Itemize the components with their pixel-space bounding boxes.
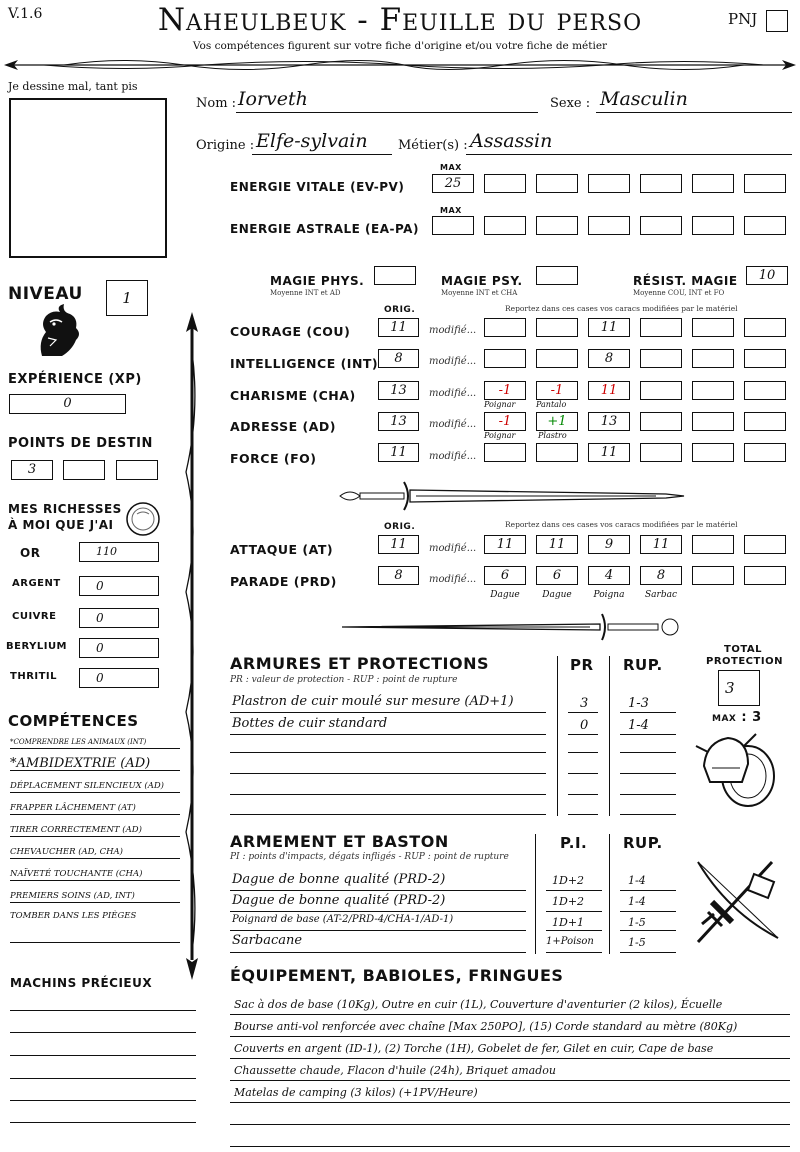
weapon-line [230,930,526,931]
combat-sub: Dague [490,590,520,600]
pnj-label: PNJ [728,10,758,28]
precious-line[interactable] [10,1122,196,1123]
stat-charisme-sub: Poignar [484,400,516,409]
resist-magie-label: RÉSIST. MAGIE [633,274,738,288]
equipment-line[interactable]: Chaussette chaude, Flacon d'huile (24h), Briquet amadou [234,1064,556,1077]
magie-psy-note: Moyenne INT et CHA [441,289,518,297]
stat-force-mod[interactable] [744,443,786,462]
stat-attaque-orig[interactable]: 11 [378,535,419,554]
stat-adresse-sub: Poignar [484,431,516,440]
stat-adresse-mod[interactable] [692,412,734,431]
modifie-label: modifié... [429,451,477,462]
armor-line [620,712,676,713]
stat-intelligence-mod[interactable] [484,349,526,368]
stat-parade-label: PARADE (PRD) [230,574,337,589]
metier-value[interactable]: Assassin [470,130,553,152]
stat-parade-mod[interactable]: 6 [536,566,578,585]
skill-line[interactable]: TOMBER DANS LES PIÈGES [10,911,137,921]
stat-parade-mod[interactable] [692,566,734,585]
destin-box[interactable] [116,460,158,480]
portrait-box[interactable] [9,98,167,258]
stat-force-mod[interactable]: 11 [588,443,630,462]
armor-rup[interactable]: 1-4 [628,718,649,733]
stat-charisme-mod[interactable]: 11 [588,381,630,400]
stat-force-mod[interactable] [536,443,578,462]
equipment-underline [230,1058,790,1059]
equipment-line[interactable]: Sac à dos de base (10Kg), Outre en cuir (1L), Couverture d'aventurier (2 kilos), Écuelle [234,998,723,1011]
stat-parade-orig[interactable]: 8 [378,566,419,585]
weapon-pi[interactable]: 1+Poison [546,936,594,947]
modifie-label: modifié... [429,419,477,430]
ea-label: ENERGIE ASTRALE (EA-PA) [230,222,419,236]
weapon-item[interactable]: Sarbacane [232,933,303,948]
spear-icon [180,312,204,980]
version-label: V.1.6 [8,6,43,22]
total-protection-label-2: PROTECTION [706,656,783,667]
metier-underline [466,154,792,155]
stat-adresse-label: ADRESSE (AD) [230,419,337,434]
armor-line [568,794,598,795]
stat-intelligence-mod[interactable] [692,349,734,368]
stat-attaque-mod[interactable] [744,535,786,554]
weapons-title: ARMEMENT ET BASTON [230,832,449,851]
modifie-label: modifié... [429,574,477,585]
weapon-pi[interactable]: 1D+1 [552,916,585,929]
stat-charisme-label: CHARISME (CHA) [230,388,356,403]
ev-box[interactable] [640,174,682,193]
stat-charisme-mod[interactable] [692,381,734,400]
stat-parade-mod[interactable]: 8 [640,566,682,585]
stat-attaque-label: ATTAQUE (AT) [230,542,334,557]
combat-sub: Sarbac [644,590,677,600]
armor-line [620,794,676,795]
destin-box[interactable]: 3 [11,460,53,480]
stat-force-mod[interactable] [692,443,734,462]
stats-report-note: Reportez dans ces cases vos caracs modifiées par le matériel [505,304,738,313]
weapon-line [620,952,676,953]
stat-charisme-mod[interactable]: -1 [484,381,526,400]
magie-phys-note: Moyenne INT et AD [270,289,341,297]
nom-underline [236,112,538,113]
helmet-shield-icon [690,726,780,812]
skill-line[interactable]: TIRER CORRECTEMENT (AD) [10,820,180,837]
magie-phys-box[interactable] [374,266,416,285]
armor-divider [609,656,610,816]
ev-box[interactable] [484,174,526,193]
combat-report-note: Reportez dans ces cases vos caracs modifiées par le matériel [505,520,738,529]
weapons-col-rup: RUP. [623,834,663,852]
niveau-box[interactable]: 1 [106,280,148,316]
stat-intelligence-mod[interactable] [744,349,786,368]
richesses-label: MES RICHESSES [8,502,122,516]
stat-parade-mod[interactable]: 6 [484,566,526,585]
sexe-value[interactable]: Masculin [600,88,688,110]
armor-line [620,814,676,815]
skill-line[interactable]: FRAPPER LÂCHEMENT (AT) [10,798,180,815]
equipment-title: ÉQUIPEMENT, BABIOLES, FRINGUES [230,966,564,985]
precious-line[interactable] [10,1010,196,1011]
stat-courage-mod[interactable] [640,318,682,337]
stat-attaque-mod[interactable]: 11 [640,535,682,554]
weapon-line [620,911,676,912]
armor-line[interactable] [230,773,546,774]
stat-charisme-sub: Pantalo [536,400,567,409]
weapon-line [546,952,602,953]
total-protection-label: TOTAL [724,644,762,655]
stat-adresse-mod[interactable]: +1 [536,412,578,431]
wealth-berylium-label: BERYLIUM [6,641,68,652]
armor-line[interactable] [230,814,546,815]
protection-max-label: max : 3 [712,710,762,725]
armor-line [620,752,676,753]
armor-item[interactable]: Bottes de cuir standard [232,716,388,731]
resist-magie-box[interactable]: 10 [746,266,788,285]
ev-max-label: MAX [440,163,462,172]
ev-box[interactable] [692,174,734,193]
weapon-line [620,930,676,931]
destin-label: POINTS DE DESTIN [8,436,153,451]
armor-pr[interactable]: 3 [580,696,589,711]
weapon-pi[interactable]: 1D+2 [552,895,585,908]
resist-magie-note: Moyenne COU, INT et FO [633,289,725,297]
ev-box[interactable] [588,174,630,193]
armor-title: ARMURES ET PROTECTIONS [230,654,489,673]
origine-underline [252,154,392,155]
equipment-underline [230,1080,790,1081]
wealth-thritil-box[interactable]: 0 [79,668,159,688]
pnj-checkbox[interactable] [766,10,788,32]
weapon-rup[interactable]: 1-4 [628,895,646,908]
ev-box[interactable] [744,174,786,193]
weapon-item[interactable]: Poignard de base (AT-2/PRD-4/CHA-1/AD-1) [232,914,454,925]
sword-icon [336,478,686,514]
page-subtitle: Vos compétences figurent sur votre fiche d'origine et/ou votre fiche de métier [192,40,608,52]
stat-courage-mod[interactable] [536,318,578,337]
origine-value[interactable]: Elfe-sylvain [256,130,368,152]
wealth-berylium-box[interactable]: 0 [79,638,159,658]
stat-force-orig[interactable]: 11 [378,443,419,462]
weapon-line [546,930,602,931]
stat-courage-orig[interactable]: 11 [378,318,419,337]
total-protection-box[interactable]: 3 [718,670,760,706]
stat-intelligence-mod[interactable]: 8 [588,349,630,368]
armor-col-pr: PR [570,656,594,674]
dragon-icon [32,302,84,360]
equipment-underline[interactable] [230,1146,790,1147]
crossed-weapons-icon [688,852,788,948]
skill-line[interactable]: PREMIERS SOINS (AD, INT) [10,886,180,903]
stat-charisme-mod[interactable] [640,381,682,400]
precious-line[interactable] [10,1100,196,1101]
stat-attaque-mod[interactable]: 11 [536,535,578,554]
ea-box[interactable] [640,216,682,235]
stat-charisme-mod[interactable] [744,381,786,400]
modifie-label: modifié... [429,388,477,399]
equipment-underline [230,1036,790,1037]
origine-label: Origine : [196,138,255,153]
armor-line [568,814,598,815]
weapon-item[interactable]: Dague de bonne qualité (PRD-2) [232,893,446,908]
precious-line[interactable] [10,1078,196,1079]
stat-adresse-sub: Plastro [538,431,567,440]
stat-charisme-mod[interactable]: -1 [536,381,578,400]
niveau-label: NIVEAU [8,284,83,304]
stat-attaque-mod[interactable]: 9 [588,535,630,554]
richesses-label-2: À MOI QUE J'AI [8,518,114,532]
ea-max-label: MAX [440,206,462,215]
armor-line [230,734,546,735]
weapon-line [230,890,526,891]
wealth-or-label: OR [20,546,41,560]
xp-label: EXPÉRIENCE (XP) [8,372,142,387]
stat-charisme-orig[interactable]: 13 [378,381,419,400]
skill-line[interactable]: *AMBIDEXTRIE (AD) [10,754,180,771]
xp-box[interactable]: 0 [9,394,126,414]
wealth-cuivre-label: CUIVRE [12,611,57,622]
stat-intelligence-mod[interactable] [536,349,578,368]
weapons-divider [535,834,536,954]
weapon-line [620,890,676,891]
modifie-label: modifié... [429,356,477,367]
magie-phys-label: MAGIE PHYS. [270,274,365,288]
modifie-label: modifié... [429,325,477,336]
armor-item[interactable]: Plastron de cuir moulé sur mesure (AD+1) [232,694,514,709]
wealth-argent-label: ARGENT [12,578,61,589]
armor-line [620,734,676,735]
armor-line [568,734,598,735]
armor-line[interactable] [230,752,546,753]
weapon-rup[interactable]: 1-4 [628,874,646,887]
modifie-label: modifié... [429,543,477,554]
competences-title: COMPÉTENCES [8,712,139,730]
stat-attaque-mod[interactable] [692,535,734,554]
stat-adresse-orig[interactable]: 13 [378,412,419,431]
weapons-note: PI : points d'impacts, dégats infligés - RUP : point de rupture [230,852,509,862]
coin-icon [124,500,162,538]
armor-line [568,773,598,774]
stat-adresse-mod[interactable]: -1 [484,412,526,431]
armor-rup[interactable]: 1-3 [628,696,649,711]
ev-label: ENERGIE VITALE (EV-PV) [230,180,405,194]
stats-orig-label: ORIG. [384,305,416,315]
weapon-pi[interactable]: 1D+2 [552,874,585,887]
wealth-thritil-label: THRITIL [10,671,58,682]
wealth-or-box[interactable]: 110 [79,542,159,562]
equipment-underline [230,1102,790,1103]
ea-box[interactable] [744,216,786,235]
armor-line [568,712,598,713]
sexe-label: Sexe : [550,96,591,111]
armor-line[interactable] [230,794,546,795]
weapon-rup[interactable]: 1-5 [628,936,646,949]
stat-force-label: FORCE (FO) [230,451,317,466]
stat-courage-mod[interactable]: 11 [588,318,630,337]
machins-precieux-title: MACHINS PRÉCIEUX [10,976,153,990]
metier-label: Métier(s) : [398,138,468,153]
stat-courage-mod[interactable] [484,318,526,337]
ev-box[interactable] [536,174,578,193]
skill-line-empty[interactable] [10,942,180,943]
combat-sub: Poigna [593,590,625,600]
destin-box[interactable] [63,460,105,480]
stat-adresse-mod[interactable] [640,412,682,431]
nom-label: Nom : [196,96,237,111]
stat-force-mod[interactable] [484,443,526,462]
nom-value[interactable]: Iorveth [238,88,308,110]
ev-max-box[interactable]: 25 [432,174,474,193]
weapon-line [230,952,526,953]
ea-box[interactable] [484,216,526,235]
ea-max-box[interactable] [432,216,474,235]
stat-intelligence-mod[interactable] [640,349,682,368]
weapon-line [546,911,602,912]
skill-line[interactable]: *COMPRENDRE LES ANIMAUX (INT) [10,732,180,749]
precious-line[interactable] [10,1055,196,1056]
weapon-line [546,890,602,891]
sexe-underline [596,112,792,113]
equipment-underline [230,1014,790,1015]
armor-pr[interactable]: 0 [580,718,589,733]
portrait-caption: Je dessine mal, tant pis [8,80,138,93]
stat-intelligence-orig[interactable]: 8 [378,349,419,368]
sword-icon [340,610,690,644]
stat-courage-label: COURAGE (COU) [230,324,351,339]
precious-line[interactable] [10,1032,196,1033]
armor-note: PR : valeur de protection - RUP : point de rupture [230,675,458,685]
weapons-divider [609,834,610,954]
ea-box[interactable] [692,216,734,235]
equipment-line[interactable]: Bourse anti-vol renforcée avec chaîne [Max 250PO], (15) Corde standard au mètre (80Kg) [234,1020,738,1033]
combat-orig-label: ORIG. [384,522,416,532]
equipment-underline[interactable] [230,1124,790,1125]
armor-line [620,773,676,774]
stat-adresse-mod[interactable] [744,412,786,431]
stat-force-mod[interactable] [640,443,682,462]
ea-box[interactable] [588,216,630,235]
magie-psy-label: MAGIE PSY. [441,274,523,288]
armor-divider [557,656,558,816]
ornament-divider [4,54,796,76]
skill-line[interactable]: NAÏVETÉ TOUCHANTE (CHA) [10,864,180,881]
weapon-line [230,911,526,912]
stat-parade-mod[interactable]: 4 [588,566,630,585]
magie-psy-box[interactable] [536,266,578,285]
armor-col-rup: RUP. [623,656,663,674]
weapons-col-pi: P.I. [560,834,588,852]
skill-line[interactable]: DÉPLACEMENT SILENCIEUX (AD) [10,776,180,793]
stat-intelligence-label: INTELLIGENCE (INT) [230,356,379,371]
ea-box[interactable] [536,216,578,235]
stat-attaque-mod[interactable]: 11 [484,535,526,554]
equipment-line[interactable]: Matelas de camping (3 kilos) (+1PV/Heure) [234,1086,478,1099]
wealth-argent-box[interactable]: 0 [79,576,159,596]
skill-line[interactable]: CHEVAUCHER (AD, CHA) [10,842,180,859]
armor-line [230,712,546,713]
armor-line [568,752,598,753]
equipment-line[interactable]: Couverts en argent (ID-1), (2) Torche (1H), Gobelet de fer, Gilet en cuir, Cape de base [234,1042,714,1055]
weapon-rup[interactable]: 1-5 [628,916,646,929]
page-title: Naheulbeuk - Feuille du perso [157,2,643,38]
weapon-item[interactable]: Dague de bonne qualité (PRD-2) [232,872,446,887]
combat-sub: Dague [542,590,572,600]
wealth-cuivre-box[interactable]: 0 [79,608,159,628]
stat-courage-mod[interactable] [692,318,734,337]
stat-adresse-mod[interactable]: 13 [588,412,630,431]
stat-courage-mod[interactable] [744,318,786,337]
stat-parade-mod[interactable] [744,566,786,585]
